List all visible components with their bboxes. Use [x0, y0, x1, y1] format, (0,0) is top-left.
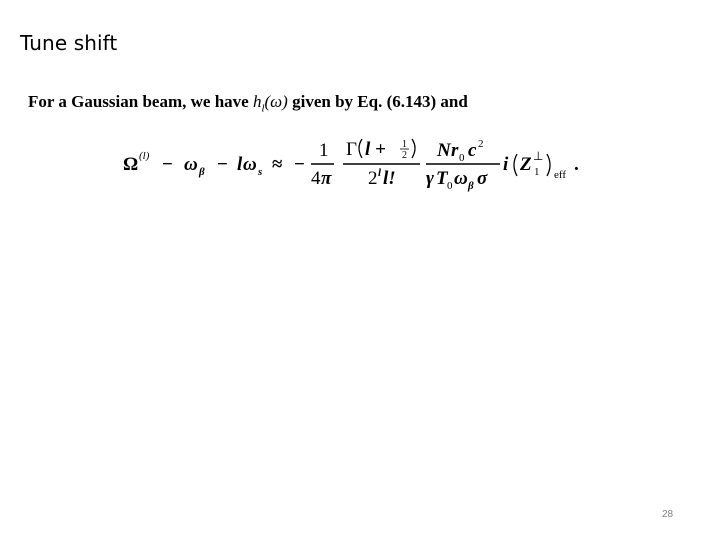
approx-sign: ≈: [272, 154, 283, 175]
fraction-1-denominator-4: 4: [311, 168, 321, 189]
intro-h: h: [252, 92, 262, 111]
fraction-2-right-paren: [412, 139, 415, 158]
fraction-3-T-subscript: 0: [447, 180, 453, 192]
fraction-3-omega: ω: [454, 168, 468, 189]
half-denominator: 2: [402, 150, 407, 161]
omega-beta-subscript: β: [199, 166, 205, 178]
effective-subscript: eff: [554, 169, 567, 181]
intro-h-argument: (ω): [264, 92, 288, 111]
minus-sign-1: −: [162, 154, 173, 175]
intro-part-1: For a Gaussian beam, we have: [28, 92, 253, 111]
fraction-3-r-subscript: 0: [459, 152, 465, 164]
omega-s: ω: [243, 154, 257, 175]
fraction-2-denominator-2: 2: [368, 168, 378, 189]
fraction-1-denominator-pi: π: [321, 168, 332, 189]
half-numerator: 1: [402, 139, 407, 150]
intro-text: [28, 91, 468, 119]
omega-superscript: (l): [139, 150, 150, 162]
omega-capital: Ω: [123, 154, 139, 175]
impedance-subscript: 1: [534, 166, 540, 178]
l-coefficient: l: [237, 154, 243, 175]
omega-beta: ω: [184, 154, 198, 175]
slide-title: Tune shift: [20, 31, 118, 55]
fraction-2-denominator-superscript: l: [378, 167, 382, 179]
fraction-1-numerator: 1: [319, 140, 329, 161]
fraction-3-sigma: σ: [477, 168, 488, 189]
fraction-3-c-superscript: 2: [478, 138, 484, 150]
negative-sign: −: [294, 154, 305, 175]
minus-sign-2: −: [217, 154, 228, 175]
fraction-2-left-paren: [359, 139, 362, 158]
fraction-2-gamma: Γ: [346, 139, 357, 160]
fraction-2-denominator-rest: l!: [383, 168, 396, 189]
impedance-superscript: ⊥: [533, 149, 544, 163]
trailing-period: .: [574, 154, 579, 175]
imaginary-i: i: [503, 154, 509, 175]
omega-s-subscript: s: [258, 166, 263, 178]
slide-number: 28: [662, 509, 674, 520]
fraction-3-gamma: γ: [426, 168, 434, 189]
impedance-Z: Z: [520, 154, 532, 175]
fraction-3-c: c: [468, 140, 477, 161]
slide-content: [28, 88, 628, 208]
impedance-right-paren: [547, 154, 550, 176]
impedance-left-paren: [514, 154, 517, 176]
fraction-3-N: N: [437, 140, 451, 161]
tune-shift-equation: [28, 128, 628, 208]
fraction-3-beta-subscript: β: [468, 180, 474, 192]
fraction-3-T: T: [436, 168, 448, 189]
intro-part-2: given by Eq. (6.143) and: [287, 92, 468, 111]
fraction-2-argument: l +: [365, 139, 386, 160]
intro-h-subscript: l: [261, 102, 265, 115]
fraction-3-r: r: [451, 140, 459, 161]
